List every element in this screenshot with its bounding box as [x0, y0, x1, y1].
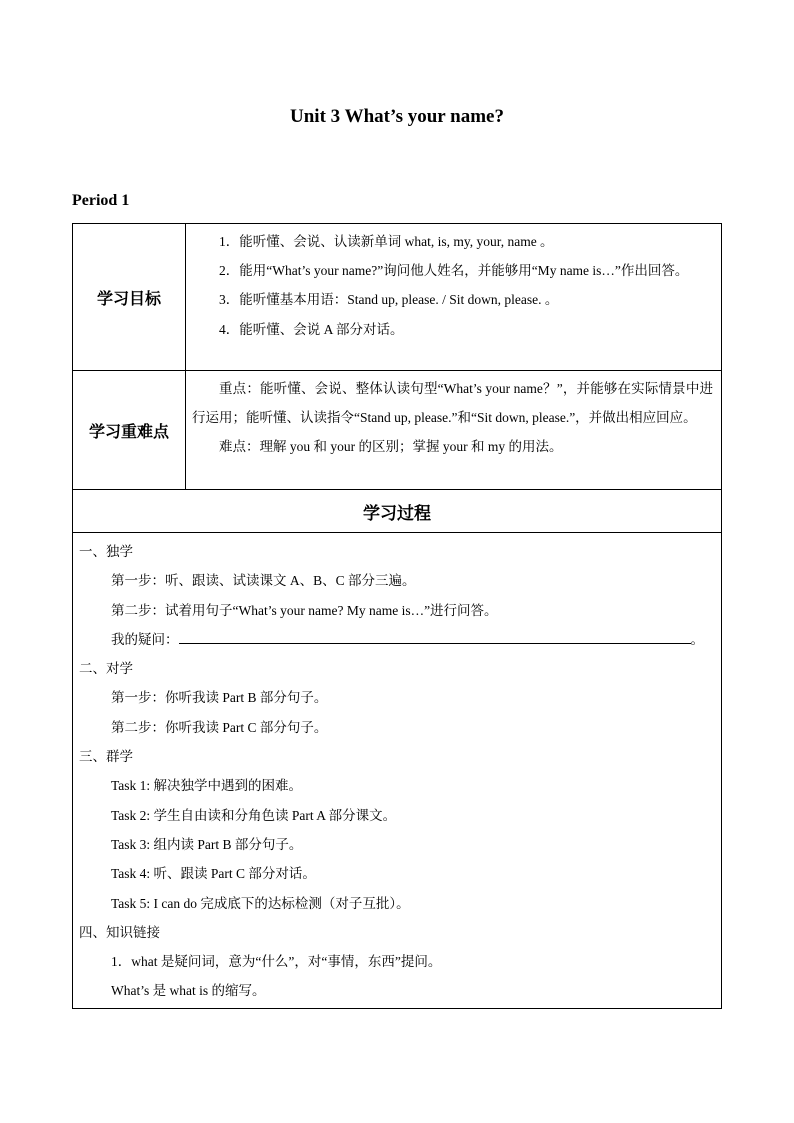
- group-task: Task 1: 解决独学中遇到的困难。: [111, 778, 303, 794]
- objective-item: 4．能听懂、会说 A 部分对话。: [219, 321, 404, 337]
- objectives-list: [186, 224, 721, 348]
- process-header: 学习过程: [73, 490, 722, 533]
- objective-item: 2．能用“What’s your name?”询问他人姓名，并能够用“My name is…”作出回答。: [219, 263, 689, 279]
- key-points-label: 学习重难点: [73, 371, 186, 490]
- process-content: [73, 533, 721, 1008]
- pair-study-step: 第二步：你听我读 Part C 部分句子。: [111, 719, 328, 735]
- objectives-row: [73, 224, 722, 371]
- group-task: Task 4: 听、跟读 Part C 部分对话。: [111, 866, 316, 882]
- pair-study-step: 第一步：你听我读 Part B 部分句子。: [111, 690, 328, 706]
- key-points-cell: [186, 371, 722, 490]
- document-title: Unit 3 What’s your name?: [290, 106, 504, 127]
- knowledge-item: 1．what 是疑问词，意为“什么”，对“事情，东西”提问。: [111, 954, 442, 970]
- difficulty-text: 难点：理解 you 和 your 的区别；掌握 your 和 my 的用法。: [219, 439, 563, 455]
- objective-item: 1．能听懂、会说、认读新单词 what, is, my, your, name 。: [219, 234, 554, 249]
- knowledge-heading: 四、知识链接: [79, 924, 160, 940]
- group-task: Task 3: 组内读 Part B 部分句子。: [111, 836, 303, 852]
- self-study-step: 第一步：听、跟读、试读课文 A、B、C 部分三遍。: [111, 573, 416, 589]
- process-header-row: [73, 490, 722, 533]
- knowledge-item: What’s 是 what is 的缩写。: [111, 983, 266, 999]
- question-line: [79, 625, 715, 654]
- group-task: Task 5: I can do 完成底下的达标检测（对子互批）。: [111, 895, 410, 911]
- key-points-text: [186, 371, 721, 466]
- pair-study-heading: 二、对学: [79, 661, 133, 677]
- process-row: [73, 533, 722, 1009]
- objectives-label: 学习目标: [73, 224, 186, 371]
- question-blank-field[interactable]: [179, 629, 691, 644]
- self-study-step: 第二步：试着用句子“What’s your name? My name is…”进行问答。: [111, 602, 498, 618]
- key-point-text: 重点：能听懂、会说、整体认读句型“What’s your name？”，并能够在实际情景中进行运用；能听懂、认读指令“Stand up, please.”和“Sit down, please.”，并做出相应回应。: [192, 381, 713, 426]
- objectives-cell: [186, 224, 722, 371]
- process-cell: [73, 533, 722, 1009]
- self-study-heading: 一、独学: [79, 544, 133, 559]
- key-points-row: [73, 371, 722, 490]
- objective-item: 3．能听懂基本用语：Stand up, please. / Sit down, please. 。: [219, 292, 559, 308]
- question-end-mark: 。: [690, 631, 704, 647]
- group-task: Task 2: 学生自由读和分角色读 Part A 部分课文。: [111, 807, 397, 823]
- lesson-table: [72, 223, 722, 1009]
- group-study-heading: 三、群学: [79, 749, 133, 765]
- period-heading: Period 1: [72, 192, 130, 209]
- question-label: 我的疑问：: [111, 631, 179, 647]
